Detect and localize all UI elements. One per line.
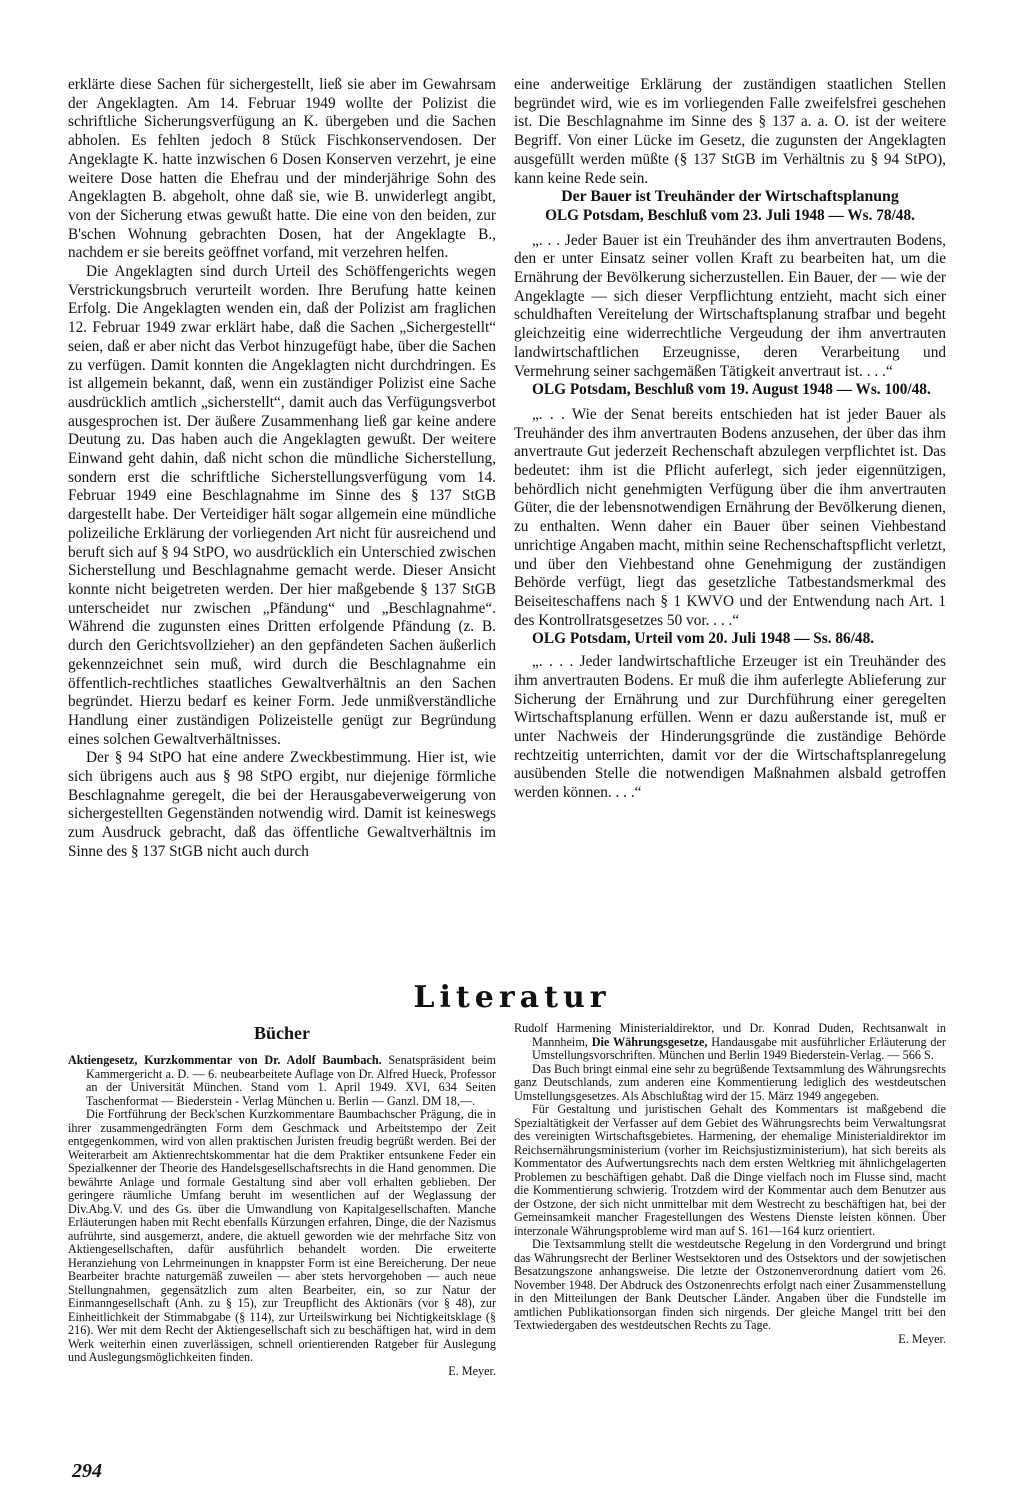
page-number: 294 bbox=[72, 1460, 102, 1482]
review-paragraph: Die Textsammlung stellt die westdeutsche Regelung in den Vordergrund und bringt das Währungsrecht der Berliner Westsektoren und des Ostsektors und der sowjetischen Besatzungszone anhangsweise. Die letzte der Ostzonenverordnung datiert vom 26. November 1948. Der Abdruck des Ostzonenrechts erfolgt nach einer Zusammenstellung in den Mitteilungen der Bank Deutscher Länder. Angaben über die Fundstelle im amtlichen Publikationsorgan finden sich nirgends. Der gleiche Mangel tritt bei den Textwiedergaben des westdeutschen Rechts zu Tage. bbox=[514, 1237, 946, 1332]
bottom-left-column bbox=[68, 1022, 496, 1378]
review-body: Die Fortführung der Beck'schen Kurzkommentare Baumbachscher Prägung, die in ihrer zusammengedrängten Form dem Geschmack und Arbeitstempo der Zeit entgegenkommen, wird von allen praktischen Juristen freudig begrüßt werden. Bei der Weiterarbeit am Aktienrechtskommentar hat die dem Praktiker entsunkene Feder ein Spezialkenner der Theorie des Handelsgesellschaftsrechts in die Hand genommen. Die bewährte Anlage und formale Gestaltung sind aber voll erhalten geblieben. Der geringere räumliche Umfang beruht im wesentlichen auf der Weglassung der Div.Abg.V. und des Gs. über die Umwandlung von Kapitalgesellschaften. Manche Erläuterungen haben mit Recht ebenfalls Kürzungen erfahren, Dinge, die der Nazismus aufrührte, sind ausgemerzt, andere, die aktuell geworden wie der mehrfache Sitz von Aktiengesellschaften, dafür ausführlich behandelt worden. Die erweiterte Heranziehung von Lehrmeinungen in knappster Form ist eine Bereicherung. Der neue Bearbeiter brachte naturgemäß zuweilen — aber stets hervorgehoben — auch neue Stellungnahmen, gegensätzlich zum alten Bearbeiter, ein, so zur Natur der Einmanngesellschaft (Anh. zu § 15), zur Treupflicht des Aktionärs (vor § 48), zur Einheitlichkeit der Stimmabgabe (§ 114), zur Urteilswirkung bei Nichtigkeitsklage (§ 216). Wer mit dem Recht der Aktiengesellschaft sich zu beschäftigen hat, wird in dem Werk weiterhin einen zuverlässigen, schnell orientierenden Ratgeber für Auslegung und Auslegungsmöglichkeiten finden. bbox=[68, 1107, 496, 1364]
book-authors: Rudolf Harmening Ministerialdirektor, und Dr. Konrad Duden, Rechtsanwalt in Mannheim, bbox=[514, 1021, 946, 1049]
book-details: Handausgabe mit ausführlicher Erläuterung der Umstellungsvorschriften. München und Berlin 1949 Biederstein-Verlag. — 566 S. bbox=[532, 1034, 946, 1062]
paragraph: Der § 94 StPO hat eine andere Zweckbestimmung. Hier ist, wie sich übrigens auch aus § 98 StPO ergibt, nur diejenige förmliche Beschlagnahme geregelt, die bei der Herausgabeverweigerung von sichergestellten Gegenständen notwendig wird. Damit ist keineswegs zum Ausdruck gebracht, daß das öffentliche Gewaltverhältnis im Sinne des § 137 StGB nicht auch durch bbox=[68, 749, 496, 860]
book-title: Die Währungsgesetze, bbox=[591, 1034, 708, 1049]
paragraph: erklärte diese Sachen für sichergestellt, ließ sie aber im Gewahrsam der Angeklagten. Am 14. Februar 1949 wollte der Polizist die schriftliche Sicherungsverfügung an K. übergeben und die Sachen abholen. Es fehlten jedoch 8 Stück Fischkonservendosen. Der Angeklagte K. hatte inzwischen 6 Dosen Konserven verzehrt, je eine weitere Dose hatten die Ehefrau und der minderjährige Sohn des Angeklagten B. abgeholt, ohne daß sie, wie B. unwiderlegt angibt, von der Sicherung etwas gewußt hatte. Die eine von den beiden, zur B'schen Wohnung gebrachten Dosen, hat der Angeklagte B., nachdem er sie bereits geöffnet vorfand, mit verzehren helfen. bbox=[68, 76, 496, 262]
ruling-quote: „. . . . Jeder landwirtschaftliche Erzeuger ist ein Treuhänder des ihm anvertrauten Bodens. Er muß die ihm auferlegte Ablieferung zur Sicherung der Ernährung und zur Durchführung einer geregelten Wirtschaftsplanung erfüllen. Wenn er dazu außerstande ist, muß er unter Nachweis der Hinderungsgründe die zuständige Behörde rechtzeitig unterrichten, damit vor der die Wirtschaftsplanregelung ausübenden Stelle die notwendigen Maßnahmen alsbald getroffen werden können. . . .“ bbox=[514, 653, 946, 802]
ruling-reference: OLG Potsdam, Beschluß vom 19. August 1948 — Ws. 100/48. bbox=[532, 381, 931, 399]
ruling-quote: „. . . Jeder Bauer ist ein Treuhänder des ihm anvertrauten Bodens, den er unter Einsatz seiner vollen Kraft zu bearbeiten hat, um die Ernährung der Bevölkerung sicherzustellen. Ein Bauer, der — wie der Angeklagte — sich dieser Verpflichtung entzieht, macht sich einer schuldhaften Vereitelung der Wirtschaftsplanung strafbar und begeht gleichzeitig eine widerrechtliche Vergeudung der ihm anvertrauten landwirtschaftlichen Erzeugnisse, deren Verarbeitung und Vermehrung seiner sachgemäßen Tätigkeit anvertraut ist. . . .“ bbox=[514, 231, 946, 380]
paragraph: eine anderweitige Erklärung der zuständigen staatlichen Stellen begründet wird, wie es im vorliegenden Falle zweifelsfrei geschehen ist. Die Beschlagnahme im Sinne des § 137 a. a. O. ist der weitere Begriff. Von einer Lücke im Gesetz, die zugunsten der Angeklagten ausgefüllt werden müßte (§ 137 StGB im Verhältnis zu § 94 StPO), kann keine Rede sein. bbox=[514, 76, 946, 187]
literature-heading: Literatur bbox=[413, 980, 611, 1015]
top-left-column bbox=[68, 76, 496, 862]
review-paragraph: Für Gestaltung und juristischen Gehalt des Kommentars ist maßgebend die Spezialtätigkeit der Verfasser auf dem Gebiet des Währungsrechts beim Verwaltungsrat des vereinigten Wirtschaftsgebietes. Harmening, der ehemalige Ministerialdirektor im Reichsernährungsministerium (vorher im Reichsjustizministerium), hat sich bereits als Kommentator des Aufwertungsrechts nach dem ersten Weltkrieg mit ähnlichgelagerten Problemen zu beschäftigen gehabt. Daß die Dinge vielfach noch im Flusse sind, macht die Kommentierung schwierig. Trotzdem wird der Kommentar auch dem Benutzer aus der Ostzone, der sich nicht unmittelbar mit dem Westrecht zu beschäftigen hat, bei der Gemeinsamkeit mancher Fragestellungen des Westens Dienste leisten können. Über interzonale Währungsprobleme wird man auf S. 161—164 kurz orientiert. bbox=[514, 1102, 946, 1238]
book-citation bbox=[68, 1054, 496, 1108]
paragraph: Die Angeklagten sind durch Urteil des Schöffengerichts wegen Verstrickungsbruch verurteilt worden. Ihre Berufung hatte keinen Erfolg. Die Angeklagten wenden ein, daß der Polizist am fraglichen 12. Februar 1949 zwar erklärt habe, daß die Sachen „Sichergestellt“ seien, daß er aber nicht das Verbot hinzugefügt habe, über die Sachen zu verfügen. Damit konnten die Angeklagten nicht durchdringen. Es ist allgemein bekannt, daß, wenn ein zuständiger Polizist eine Sache ausdrücklich amtlich „sicherstellt“, damit auch das Verfügungsverbot ausgesprochen ist. Der äußere Zusammenhang ließ gar keine andere Deutung zu. Das haben auch die Angeklagten gewußt. Der weitere Einwand geht dahin, daß nicht schon die mündliche Sicherstellung, sondern erst die schriftliche Sicherstellungsverfügung vom 14. Februar 1949 eine Beschlagnahme im Sinne des § 137 StGB dargestellt habe. Der Verteidiger hält sogar allgemein eine mündliche polizeiliche Erklärung der vorliegenden Art nicht für ausreichend und beruft sich auf § 94 StPO, wo ausdrücklich ein Unterschied zwischen Sicherstellung und Beschlagnahme gemacht werde. Dieser Ansicht konnte nicht beigetreten werden. Der hier maßgebende § 137 StGB unterscheidet nur zwischen „Pfändung“ und „Beschlagnahme“. Während die zugunsten eines Dritten erfolgende Pfändung (z. B. durch den Gerichtsvollzieher) an den gepfändeten Sachen äußerlich gekennzeichnet sein muß, wird durch die Beschlagnahme ein öffentlich-rechtliches staatliches Gewaltverhältnis an den Sachen begründet. Hierzu bedarf es keiner Form. Jede unmißverständliche Handlung einer zuständigen Polizeistelle genügt zur Begründung eines solchen Gewaltverhältnisses. bbox=[68, 263, 496, 748]
books-heading: Bücher bbox=[254, 1023, 310, 1043]
bottom-right-column bbox=[514, 1022, 946, 1346]
review-signature: E. Meyer. bbox=[898, 1331, 946, 1346]
review-paragraph: Das Buch bringt einmal eine sehr zu begrüßende Textsammlung des Währungsrechts ganz Deutschlands, zum anderen eine Kommentierung lediglich des westdeutschen Umstellungsgesetzes. Als Abschlußtag wird der 15. März 1949 angegeben. bbox=[514, 1061, 946, 1103]
review-signature: E. Meyer. bbox=[448, 1363, 496, 1378]
ruling-reference: OLG Potsdam, Urteil vom 20. Juli 1948 — Ss. 86/48. bbox=[532, 630, 875, 648]
section-heading: Der Bauer ist Treuhänder der Wirtschaftsplanung bbox=[561, 188, 899, 206]
top-right-column bbox=[514, 76, 946, 803]
book-citation bbox=[514, 1022, 946, 1063]
ruling-quote: „. . . Wie der Senat bereits entschieden hat ist jeder Bauer als Treuhänder des ihm anvertrauten Bodens anzusehen, der über das ihm anvertraute Gut jederzeit Rechenschaft abzulegen verpflichtet ist. Das bedeutet: ihm ist die Pflicht auferlegt, sich jeder eigennützigen, behördlich nicht genehmigten Verfügung über die ihm anvertrauten Güter, die der lebensnotwendigen Ernährung der Bevölkerung dienen, zu enthalten. Wenn daher ein Bauer über seinen Viehbestand unrichtige Angaben macht, mithin seine Rechenschaftspflicht verletzt, und über den Viehbestand ohne Genehmigung der zuständigen Behörde verfügt, liegt das gesetzliche Tatbestandsmerkmal des Beiseiteschaffens nach § 1 KWVO und der Entwendung nach Art. 1 des Kontrollratsgesetzes 50 vor. . . .“ bbox=[514, 405, 946, 629]
ruling-reference: OLG Potsdam, Beschluß vom 23. Juli 1948 — Ws. 78/48. bbox=[545, 206, 915, 224]
book-details: Senatspräsident beim Kammergericht a. D. — 6. neubearbeitete Auflage von Dr. Alfred Hueck, Professor an der Universität München. Stand vom 1. April 1949. XVI, 634 Seiten Taschenformat — Biederstein - Verlag München u. Berlin — Ganzl. DM 18,—. bbox=[86, 1053, 496, 1108]
book-title: Aktiengesetz, Kurzkommentar von Dr. Adolf Baumbach. bbox=[68, 1053, 382, 1067]
